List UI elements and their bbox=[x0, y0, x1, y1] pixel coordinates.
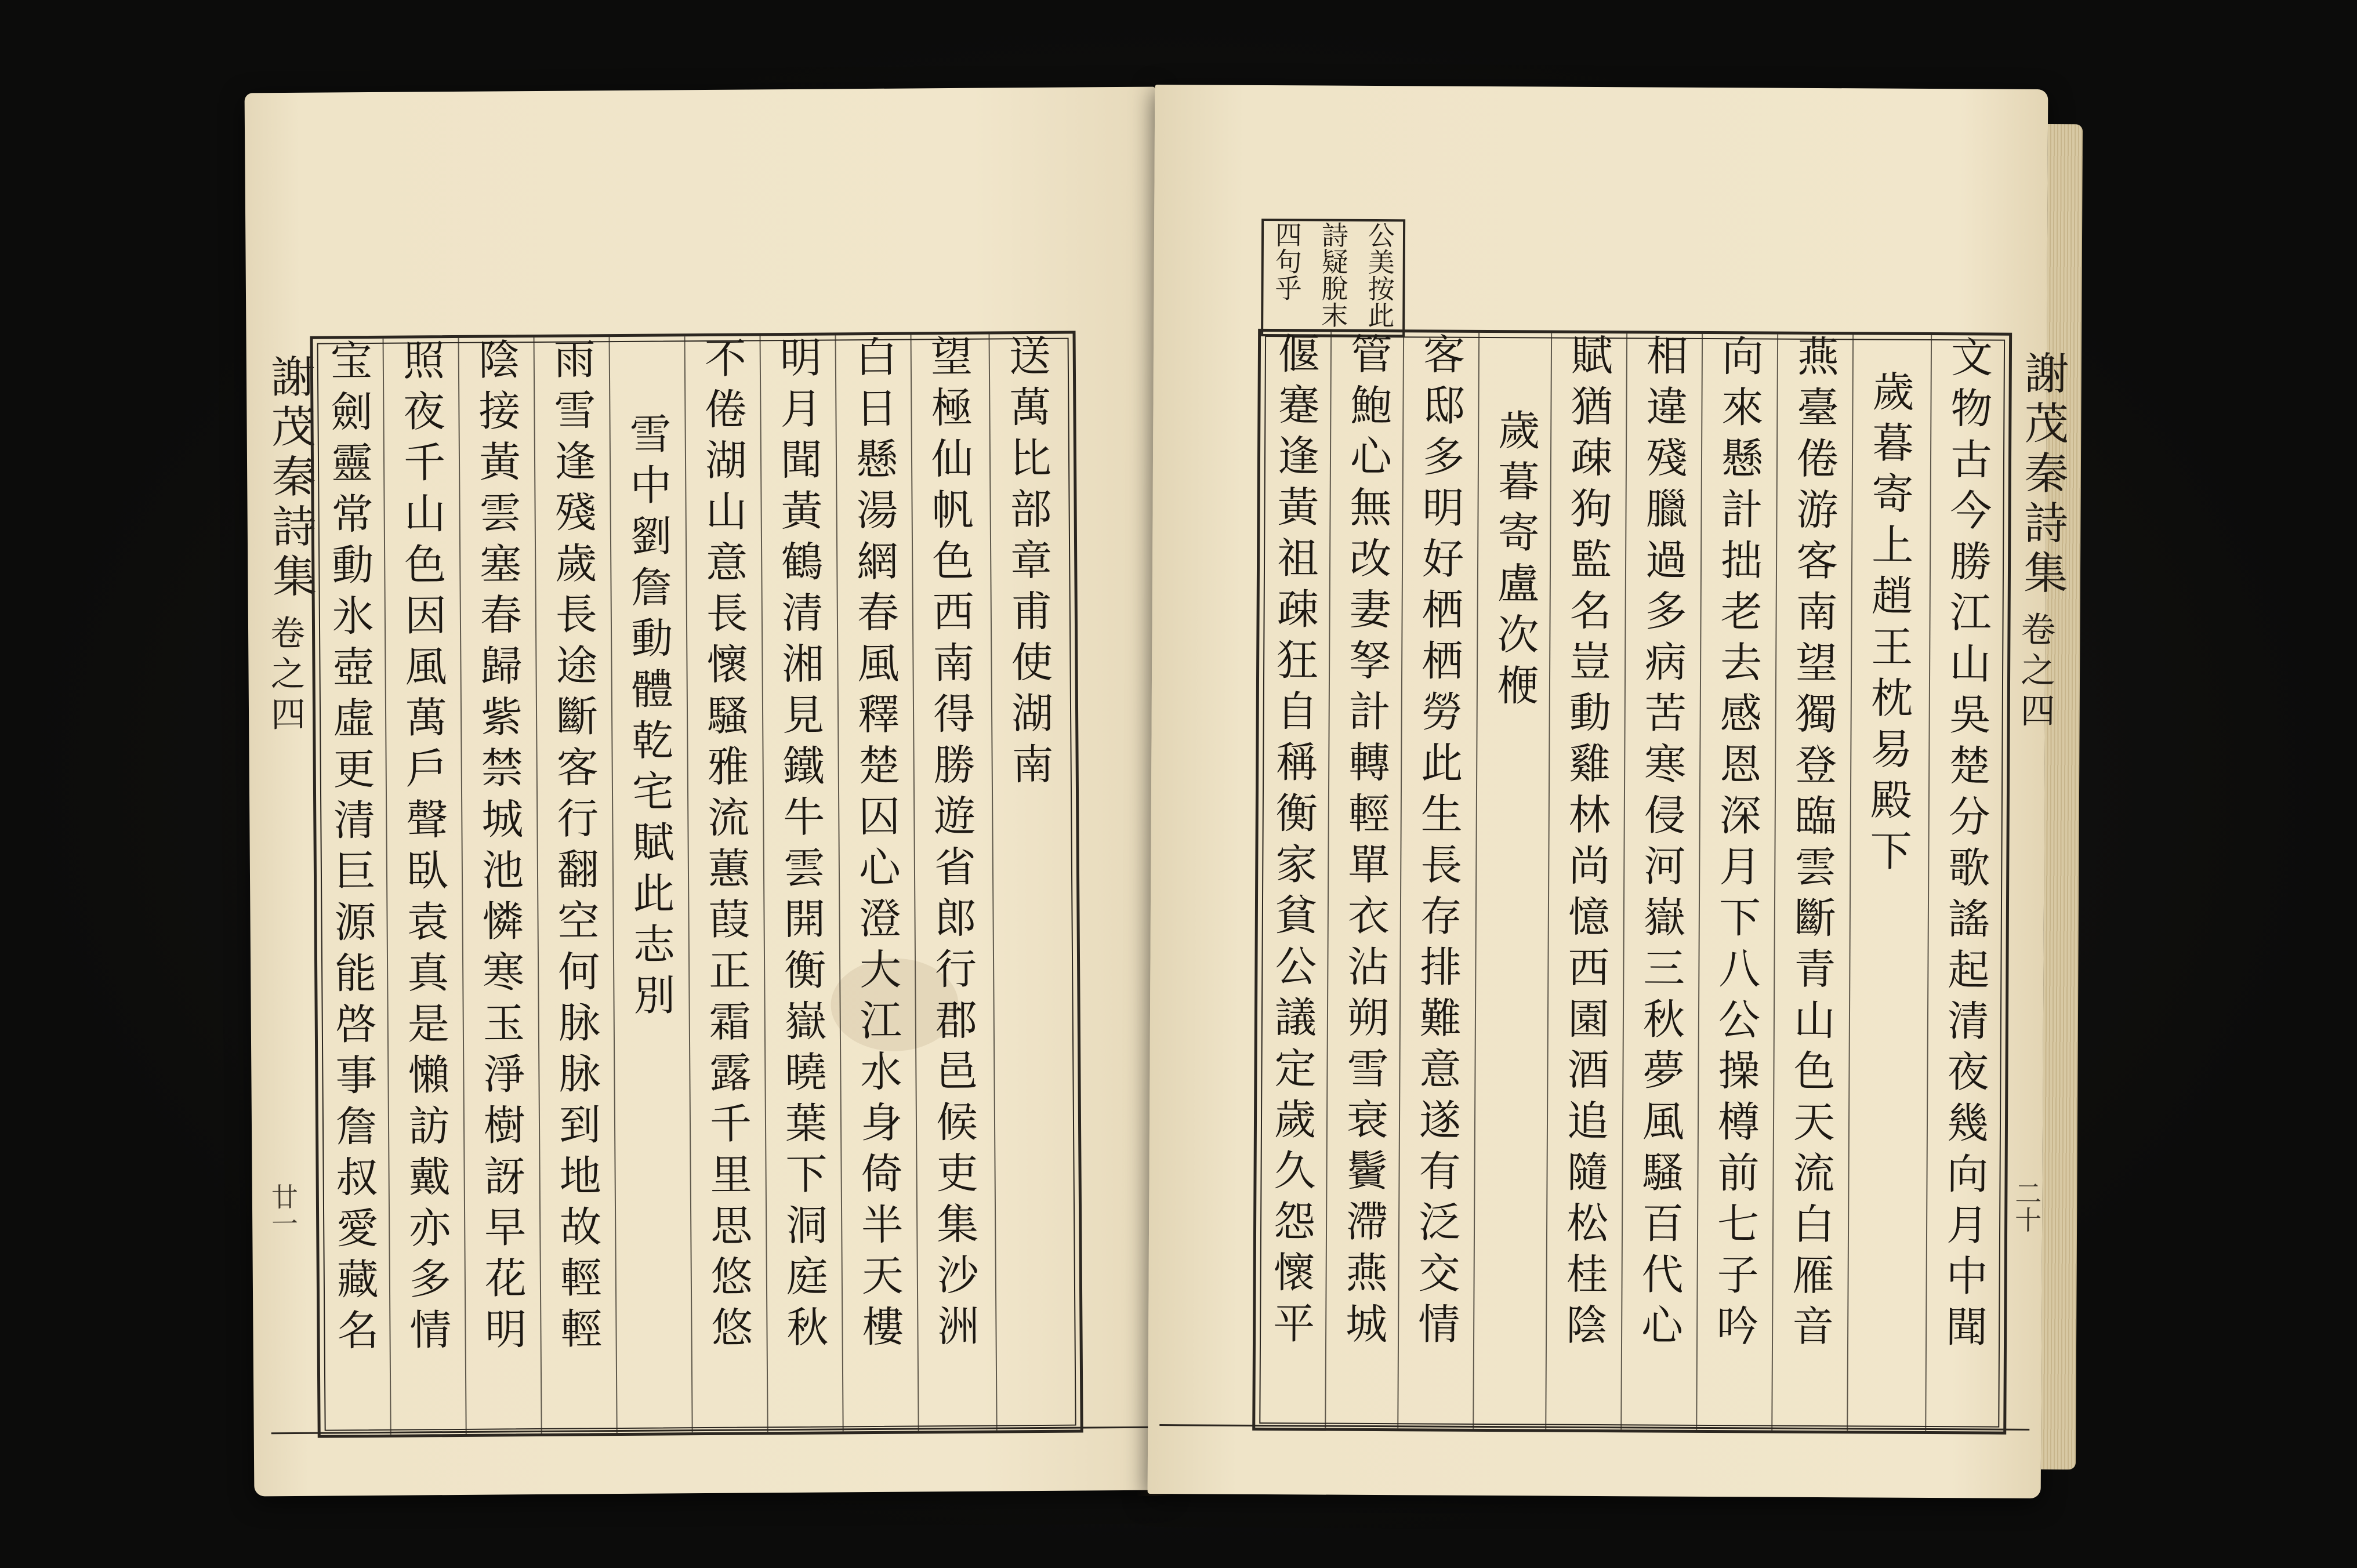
column-rule bbox=[1771, 335, 1778, 1431]
text-column: 文物古今勝江山吳楚分歌謠起清夜幾向月中聞 bbox=[1938, 335, 1993, 1356]
right-folio: 二十 bbox=[2011, 1179, 2043, 1233]
text-column: 賦猶疎狗監名豈動雞林尚憶西園酒追隨松桂陰 bbox=[1558, 333, 1613, 1355]
right-margin-title: 謝茂秦詩集 bbox=[2016, 350, 2069, 600]
text-column: 望極仙帆色西南得勝遊省郎行郡邑候吏集沙洲 bbox=[923, 334, 980, 1356]
column-rule bbox=[835, 335, 844, 1431]
left-page bbox=[245, 87, 1165, 1497]
text-column: 歲暮寄盧次楩 bbox=[1489, 408, 1540, 715]
text-column: 不倦湖山意長懷騷雅流蕙葭正霜露千里思悠悠 bbox=[697, 336, 753, 1358]
margin-annotation-box bbox=[1261, 219, 1405, 337]
text-column: 客邸多明好栖栖勞此生長存排難意遂有泛交情 bbox=[1410, 332, 1466, 1353]
text-column: 明月聞黃鶴清湘見鐵牛雲開衡嶽曉葉下洞庭秋 bbox=[773, 335, 829, 1357]
annotation-line: 四句乎 bbox=[1271, 221, 1303, 302]
column-rule bbox=[684, 336, 693, 1432]
text-column: 歲暮寄上趙王枕易殿下 bbox=[1863, 369, 1914, 880]
text-column: 送萬比部章甫使湖南 bbox=[1002, 333, 1054, 794]
column-rule bbox=[534, 337, 542, 1433]
page-block-edge bbox=[2041, 124, 2083, 1469]
text-column: 相違殘臘過多病苦寒侵河嶽三秋夢風騷百代心 bbox=[1634, 333, 1689, 1355]
left-margin-title: 謝茂秦詩集 bbox=[263, 353, 317, 604]
column-rule bbox=[760, 336, 768, 1432]
text-column: 雨雪逢殘歲長途斷客行翻空何脉脉到地故輕輕 bbox=[546, 337, 603, 1358]
column-rule bbox=[458, 338, 467, 1434]
text-column: 宝劍靈常動氷壺虛更清巨源能啓事詹叔愛藏名 bbox=[323, 338, 379, 1360]
column-rule bbox=[1696, 334, 1703, 1430]
text-column: 燕臺倦游客南望獨登臨雲斷青山色天流白雁音 bbox=[1785, 334, 1840, 1356]
text-column: 雪中劉詹動體乾宅賦此志別 bbox=[622, 412, 676, 1025]
column-rule bbox=[1397, 332, 1404, 1428]
column-rule bbox=[989, 335, 998, 1431]
annotation-line: 公美按此 bbox=[1364, 221, 1396, 329]
left-margin-volume: 卷之四 bbox=[264, 614, 306, 737]
text-column: 管鮑心無改妻孥計轉輕單衣沾朔雪衰鬢滯燕城 bbox=[1338, 332, 1393, 1353]
column-rule bbox=[383, 339, 391, 1435]
column-rule bbox=[1620, 333, 1627, 1429]
column-rule bbox=[911, 335, 919, 1431]
left-folio: 廿一 bbox=[267, 1182, 299, 1237]
column-rule bbox=[1925, 335, 1932, 1431]
right-page bbox=[1148, 85, 2069, 1498]
right-text-frame bbox=[1252, 329, 2012, 1435]
text-column: 偃蹇逢黃祖疎狂自稱衡家貧公議定歲久怨懷平 bbox=[1265, 332, 1321, 1353]
text-column: 照夜千山色因風萬戶聲臥袁真是懶訪戴亦多情 bbox=[396, 338, 452, 1359]
text-column: 陰接黃雲塞春歸紫禁城池憐寒玉淨樹訝早花明 bbox=[471, 337, 527, 1359]
column-rule bbox=[1545, 333, 1552, 1429]
right-margin-volume: 卷之四 bbox=[2014, 611, 2056, 734]
text-column: 白日懸湯網春風釋楚囚心澄大江水身倚半天樓 bbox=[848, 335, 904, 1356]
annotation-line: 詩疑脫末 bbox=[1317, 221, 1350, 328]
left-text-frame bbox=[310, 331, 1083, 1438]
column-rule bbox=[609, 337, 618, 1433]
column-rule bbox=[1325, 332, 1332, 1428]
column-rule bbox=[1847, 335, 1854, 1431]
text-column: 向來懸計拙老去感恩深月下八公操樽前七子吟 bbox=[1709, 334, 1764, 1355]
column-rule bbox=[1473, 333, 1480, 1429]
